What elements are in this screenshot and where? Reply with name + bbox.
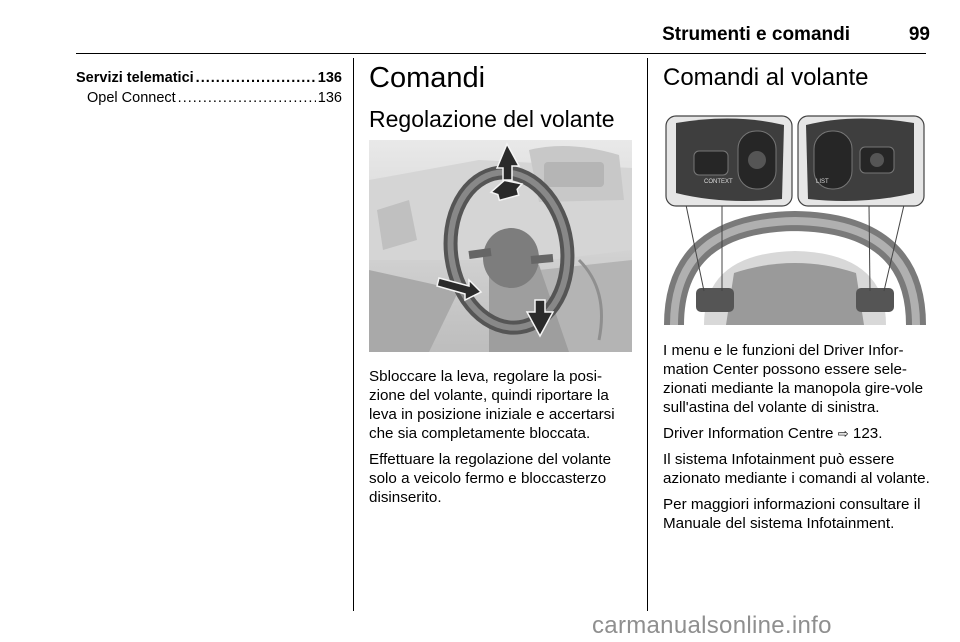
paragraph: I menu e le funzioni del Driver Infor-mation Center possono essere sele-zionati mediante la manopola gire-vole sull'astina del volante di sinistra.	[663, 342, 924, 416]
toc-entry-page: 136	[317, 90, 342, 106]
paragraph: Effettuare la regolazione del volante solo a veicolo fermo e bloccasterzo disinserito.	[369, 451, 612, 506]
section-heading-right: Comandi al volante	[663, 64, 869, 91]
context-button-label: CONTEXT	[704, 179, 733, 185]
toc-entry-label: Servizi telematici	[76, 70, 194, 86]
header-rule	[76, 53, 926, 54]
steering-wheel-illustration-svg	[369, 140, 632, 352]
paragraph: Il sistema Infotainment può essere azionato mediante i comandi al volante.	[663, 451, 930, 487]
watermark: carmanualsonline.info	[592, 612, 832, 639]
toc-entry[interactable]	[76, 88, 342, 108]
column-divider-right	[647, 58, 648, 611]
steering-controls-illustration	[664, 113, 927, 325]
toc-entry[interactable]	[76, 68, 342, 88]
steering-adjustment-text	[369, 367, 637, 514]
toc-list	[76, 68, 342, 108]
ref-text: Driver Information Centre	[663, 425, 834, 442]
page-number: 99	[908, 24, 930, 45]
section-heading: Comandi	[369, 62, 486, 94]
paragraph: Per maggiori informazioni consultare il Manuale del sistema Infotainment.	[663, 496, 921, 532]
steering-adjustment-illustration	[369, 140, 632, 352]
toc-leader-dots	[178, 88, 316, 108]
toc-leader-dots	[196, 68, 316, 88]
steering-controls-svg	[664, 113, 927, 325]
toc-entry-label: Opel Connect	[87, 90, 176, 106]
ref-page[interactable]: 123	[852, 425, 879, 442]
paragraph: Sbloccare la leva, regolare la posi-zione del volante, quindi riportare la leva in posizione iniziale e accertarsi che sia completamente bloccata.	[369, 368, 615, 442]
arrow-right-icon: ⇨	[837, 426, 849, 441]
column-divider-left	[353, 58, 354, 611]
toc-entry-page: 136	[317, 70, 342, 86]
running-header-title: Strumenti e comandi	[662, 24, 850, 45]
subsection-heading: Regolazione del volante	[369, 106, 615, 132]
list-button-label: LIST	[816, 179, 829, 185]
cross-reference: Driver Information Centre ⇨ 123.	[663, 425, 883, 442]
steering-controls-text	[663, 341, 931, 540]
